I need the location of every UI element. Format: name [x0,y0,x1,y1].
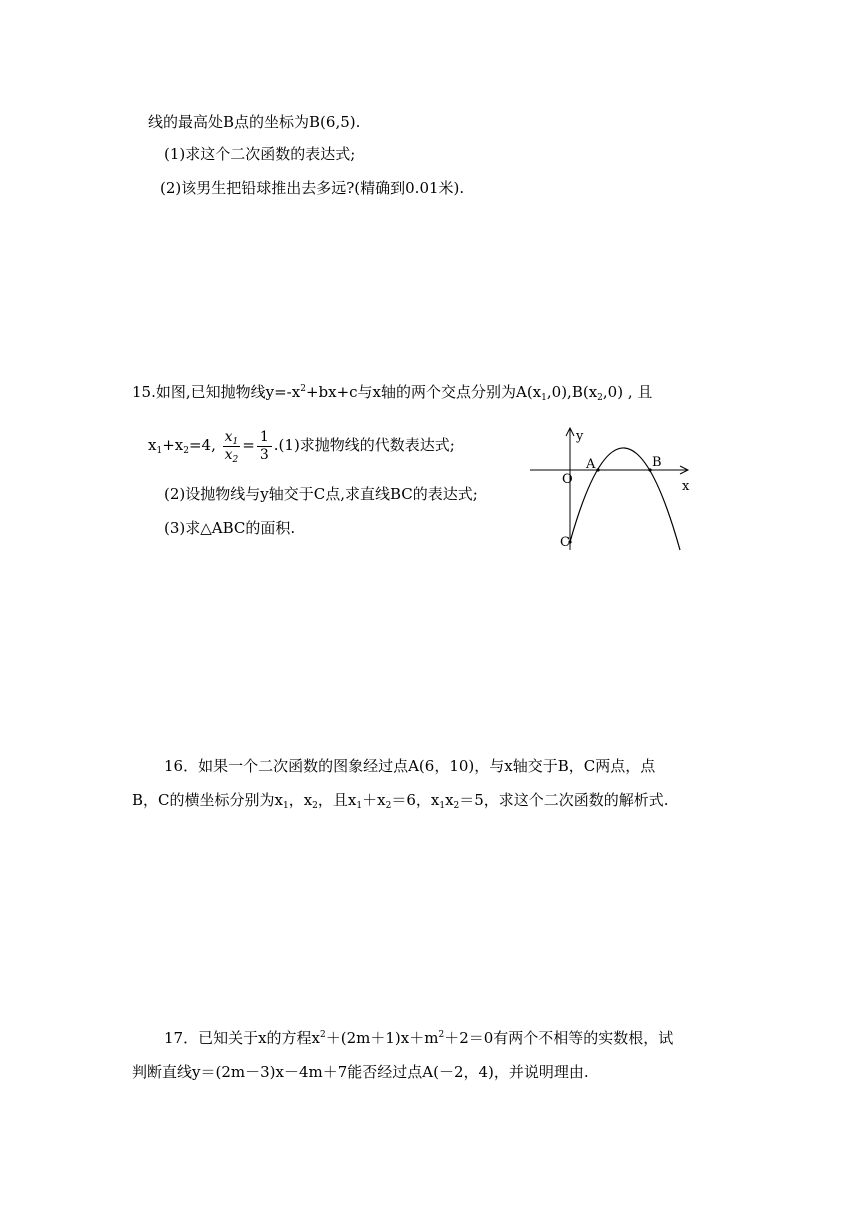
q15-line1: 15.如图,已知抛物线$y=-x^2+bx+c$与x轴的两个交点分别为$A(x_1,0),B(x_2,0)$ , 且 [132,383,653,403]
b-label: B [652,455,662,470]
c-label: C [560,535,570,550]
q14-part1: (1)求这个二次函数的表达式; [164,145,356,163]
q15-line2: $x_1+x_2=4$, $\frac{x_1}{x_2}$ = $\frac{1}{3}$ .(1)求抛物线的代数表达式; [148,428,455,465]
q15-part2: (2)设抛物线与y轴交于C点,求直线BC的表达式; [164,485,478,503]
q16-line2: B，C的横坐标分别为$x_1$，$x_2$，且$x_1+x_2=6$，$x_1x_2=5$，求这个二次函数的解析式. [132,791,669,811]
q14-line1: 线的最高处B点的坐标为B(6,5). [148,113,361,131]
x-label: x [682,479,690,494]
point-a [596,468,599,471]
q17-line1: 17．已知关于x的方程$x^2+(2m+1)x+m^2+2=0$有两个不相等的实数根，试 [164,1029,674,1047]
y-label: y [576,429,584,444]
q15-part3: (3)求△ABC的面积. [164,519,296,537]
one-third-fraction: $\frac{1}{3}$ [257,429,272,464]
q14-part2: (2)该男生把铅球推出去多远?(精确到0.01米). [160,179,465,197]
origin-label: O [562,472,573,487]
q17-line2: 判断直线y＝(2m－3)x－4m＋7能否经过点A(－2，4)，并说明理由. [132,1063,589,1081]
a-label: A [586,457,596,472]
parabola-graph [520,420,700,560]
q16-line1: 16．如果一个二次函数的图象经过点A(6，10)，与x轴交于B，C两点，点 [164,757,656,775]
ratio-fraction: $\frac{x_1}{x_2}$ [224,428,239,465]
